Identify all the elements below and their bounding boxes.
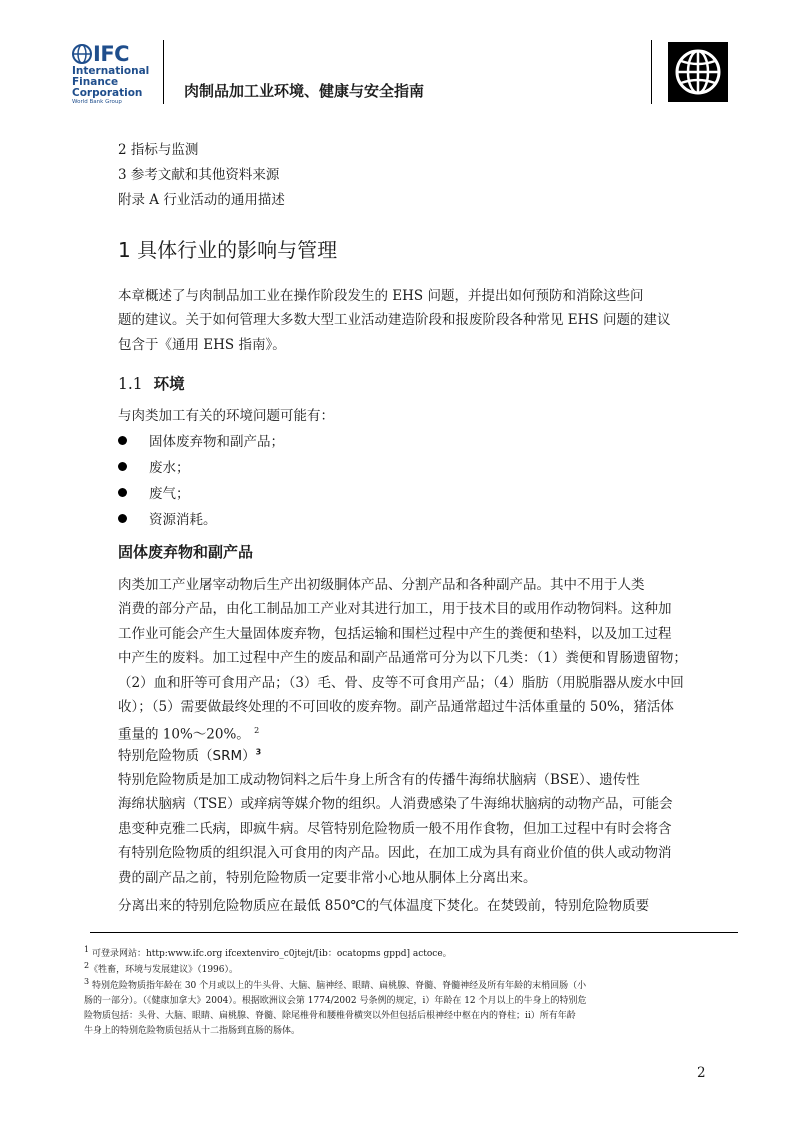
environment-intro: 与肉类加工有关的环境问题可能有： [118, 408, 334, 424]
bullet-icon [118, 488, 127, 497]
footnote-3: $^3$ 特别危险物质指年龄在 30 个月或以上的牛头骨、大脑、脑神经、眼睛、扁桃腺、脊髓、脊髓神经及所有年龄的末梢回肠（小 肠的一部分）。（《健康加拿大》2004）。根据欧洲议会第 1774/2002 号条例的规定，i）年龄在 12 个月以上的牛身上的特别危 险物质包括：头骨、大脑、眼睛、扁桃腺、脊髓、除尾椎骨和腰椎骨横突以外但包括后根神经中枢在内的脊柱；ii）所有年龄 牛身上的特别危险物质包括从十二指肠到直肠的肠体。 [84, 977, 587, 1036]
section-1-1-title: 环境 [153, 375, 185, 393]
environment-bullet-list [118, 427, 284, 531]
section-1-1-number: 1.1 [118, 375, 143, 393]
ifc-line-1: International [72, 65, 150, 77]
ifc-line-2: Finance [72, 76, 119, 88]
list-item: 资源消耗。 [118, 505, 284, 531]
globe-icon [668, 42, 728, 102]
srm-paragraph: 特别危险物质是加工成动物饲料之后牛身上所含有的传播牛海绵状脑病（BSE）、遗传性 海绵状脑病（TSE）或痒病等媒介物的组织。人消费感染了牛海绵状脑病的动物产品，可能会 患变种克雅二氏病，即疯牛病。尽管特别危险物质一般不用作食物，但加工过程中有时会将含 有特别危险物质的组织混入可食用的肉产品。因此，在加工成为具有商业价值的供人或动物消 费的副产品之前，特别危险物质一定要非常小心地从胴体上分离出来。 分离出来的特别危险物质应在最低 850℃的气体温度下焚化。在焚毁前，特别危险物质要 [118, 768, 708, 918]
solid-waste-paragraph: 肉类加工产业屠宰动物后生产出初级胴体产品、分割产品和各种副产品。其中不用于人类 消费的部分产品，由化工制品加工产业对其进行加工，用于技术目的或用作动物饲料。这种加 工作业可能会产生大量固体废弃物，包括运输和围栏过程中产生的粪便和垫料，以及加工过程 中产生的废料。加工过程中产生的废品和副产品通常可分为以下几类：（1）粪便和胃肠遗留物； （2）血和肝等可食用产品；（3）毛、骨、皮等不可食用产品；（4）脂肪（用脱脂器从废水中回 收）；（5）需要做最终处理的不可回收的废弃物。副产品通常超过牛活体重量的 50%，猪活体 重量的 10%～20%。 $^2$ [118, 577, 687, 743]
footnote-1: $^1$ 可登录网站：http:www.ifc.org ifcextenviro_c0jtejt/[ib：ocatopms gppd] actoce。 [84, 945, 452, 959]
header-divider-left [163, 40, 164, 104]
list-item: 固体废弃物和副产品； [118, 427, 284, 453]
header-divider-right [651, 40, 652, 104]
section-1-heading: 1 具体行业的影响与管理 [118, 238, 338, 262]
ifc-line-3: Corporation [72, 87, 143, 99]
ifc-logo [72, 42, 150, 108]
intro-line-1: 本章概述了与肉制品加工业在操作阶段发生的 EHS 问题，并提出如何预防和消除这些问 [118, 288, 644, 304]
world-bank-logo [668, 42, 728, 102]
page-number: 2 [697, 1065, 706, 1081]
section-1-1-heading [118, 372, 185, 394]
footnote-ref-2: 2 [254, 726, 260, 736]
solid-waste-heading: 固体废弃物和副产品 [118, 543, 254, 561]
ifc-line-4: World Bank Group [72, 99, 122, 105]
bullet-icon [118, 436, 127, 445]
toc-item-appendix: 附录 A 行业活动的通用描述 [118, 192, 285, 208]
toc-item-2: 2 指标与监测 [118, 142, 199, 158]
bullet-icon [118, 462, 127, 471]
list-item: 废气； [118, 479, 284, 505]
srm-next-line: 分离出来的特别危险物质应在最低 850℃的气体温度下焚化。在焚毁前，特别危险物质要 [118, 898, 650, 915]
intro-line-3: 包含于《通用 EHS 指南》。 [118, 336, 286, 353]
header-title: 肉制品加工业环境、健康与安全指南 [184, 82, 425, 100]
srm-heading: 特别危险物质（SRM）$^3$ [118, 747, 262, 764]
footnote-divider [90, 932, 240, 933]
footnote-divider-ext [240, 932, 738, 933]
section-1-intro [118, 284, 708, 357]
footnote-2: $^2$《牲畜，环境与发展建议》（1996）。 [84, 961, 238, 975]
toc-item-3: 3 参考文献和其他资料来源 [118, 167, 280, 183]
bullet-icon [118, 514, 127, 523]
footnote-ref-3: 3 [255, 747, 262, 757]
list-item: 废水； [118, 453, 284, 479]
ifc-abbr: IFC [93, 42, 130, 66]
ifc-globe-icon [72, 44, 92, 64]
intro-line-2: 题的建议。关于如何管理大多数大型工业活动建造阶段和报废阶段各种常见 EHS 问题的建议 [118, 312, 671, 329]
